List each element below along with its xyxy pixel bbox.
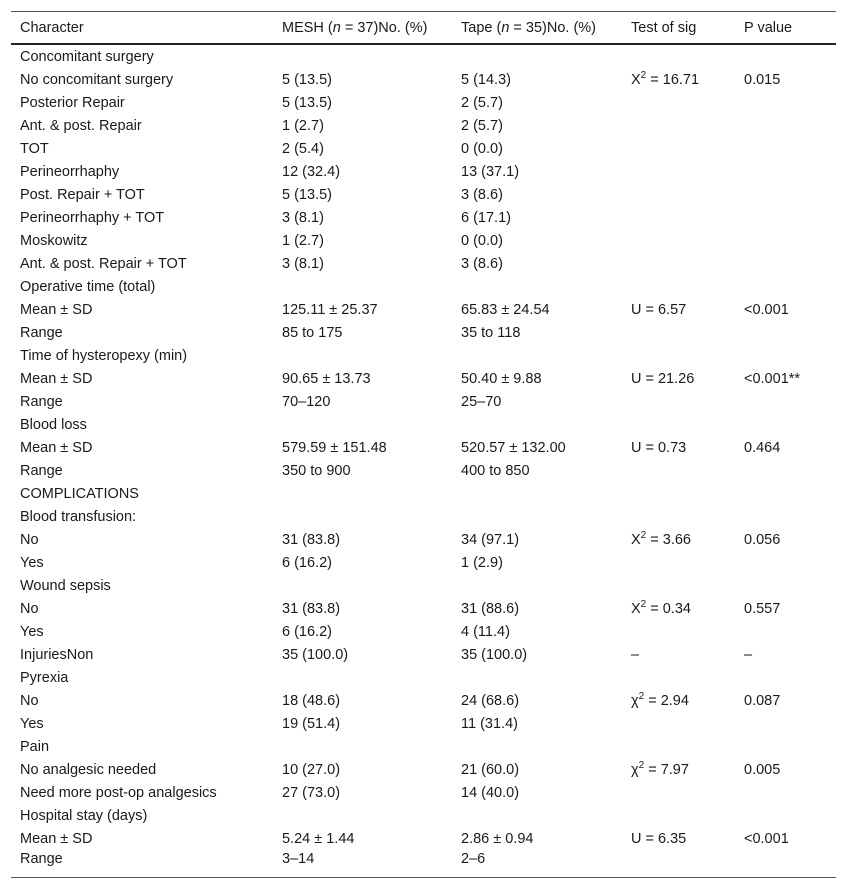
test-value: = 3.66	[646, 531, 691, 548]
cell-tape	[452, 666, 622, 689]
table-row	[11, 229, 836, 252]
cell-p-value: 0.005	[744, 761, 781, 778]
test-superscript: 2	[640, 529, 647, 541]
cell-tape: 2 (5.7)	[461, 117, 503, 134]
cell-test-of-sig	[622, 482, 735, 505]
cell-p-value	[735, 620, 836, 643]
cell-p-value	[735, 44, 836, 68]
cell-character: No	[20, 600, 39, 617]
test-superscript: 2	[640, 598, 647, 610]
cell-character: Operative time (total)	[20, 278, 156, 295]
table-row	[11, 160, 836, 183]
cell-test-of-sig	[622, 114, 735, 137]
cell-p-value	[735, 160, 836, 183]
table-row	[11, 44, 836, 68]
cell-character: Wound sepsis	[20, 577, 111, 594]
cell-test-of-sig	[622, 459, 735, 482]
cell-test-of-sig	[622, 574, 735, 597]
cell-mesh	[273, 413, 452, 436]
test-symbol: U = 21.26	[631, 370, 695, 387]
cell-mesh: 2 (5.4)	[282, 140, 324, 157]
cell-mesh: 1 (2.7)	[282, 232, 324, 249]
cell-tape	[452, 804, 622, 827]
cell-mesh: 6 (16.2)	[282, 623, 332, 640]
cell-p-value	[735, 252, 836, 275]
table-row	[11, 620, 836, 643]
cell-p-value: 0.056	[744, 531, 781, 548]
table-row	[11, 689, 836, 712]
cell-character: Mean ± SD	[20, 301, 93, 318]
table-row	[11, 252, 836, 275]
cell-character: Concomitant surgery	[20, 48, 154, 65]
test-symbol: X	[631, 71, 641, 88]
table-row	[11, 206, 836, 229]
cell-p-value	[735, 91, 836, 114]
cell-character: No	[20, 531, 39, 548]
test-superscript: 2	[638, 759, 645, 771]
cell-test-of-sig	[622, 827, 735, 850]
cell-tape: 31 (88.6)	[461, 600, 520, 617]
header-mesh	[273, 12, 452, 45]
cell-test-of-sig	[622, 643, 735, 666]
table-row	[11, 321, 836, 344]
table-row	[11, 505, 836, 528]
cell-mesh: 579.59 ± 151.48	[282, 439, 387, 456]
cell-tape: 2.86 ± 0.94	[461, 830, 534, 847]
cell-character: Moskowitz	[20, 232, 88, 249]
cell-character: Range	[20, 462, 63, 479]
cell-tape: 3 (8.6)	[461, 186, 503, 203]
cell-p-value: <0.001	[744, 301, 789, 318]
test-value: = 2.94	[644, 692, 689, 709]
table-row	[11, 735, 836, 758]
cell-tape: 6 (17.1)	[461, 209, 511, 226]
cell-p-value: 0.015	[744, 71, 781, 88]
cell-p-value	[735, 666, 836, 689]
cell-test-of-sig	[622, 781, 735, 804]
table-row	[11, 827, 836, 850]
cell-test-of-sig	[622, 298, 735, 321]
cell-mesh: 31 (83.8)	[282, 531, 341, 548]
test-symbol: χ	[631, 692, 639, 709]
cell-mesh: 125.11 ± 25.37	[282, 301, 378, 318]
cell-tape: 34 (97.1)	[461, 531, 520, 548]
test-superscript: 2	[640, 69, 647, 81]
cell-test-of-sig	[622, 758, 735, 781]
cell-p-value	[735, 344, 836, 367]
cell-test-of-sig	[622, 344, 735, 367]
cell-mesh	[273, 344, 452, 367]
cell-mesh: 19 (51.4)	[282, 715, 341, 732]
cell-character: Yes	[20, 554, 44, 571]
cell-mesh	[273, 275, 452, 298]
cell-character: Posterior Repair	[20, 94, 125, 111]
cell-p-value: 0.557	[744, 600, 781, 617]
cell-mesh: 6 (16.2)	[282, 554, 332, 571]
cell-mesh	[273, 666, 452, 689]
table-row	[11, 91, 836, 114]
table-row	[11, 413, 836, 436]
results-table-container	[11, 11, 836, 878]
cell-test-of-sig	[622, 229, 735, 252]
header-character: Character	[20, 19, 84, 36]
cell-tape: 35 to 118	[461, 324, 521, 341]
header-tape-prefix: Tape (	[461, 19, 502, 36]
table-row	[11, 574, 836, 597]
table-row	[11, 804, 836, 827]
cell-tape: 14 (40.0)	[461, 784, 520, 801]
cell-p-value	[735, 229, 836, 252]
cell-mesh	[273, 804, 452, 827]
cell-character: InjuriesNon	[20, 646, 94, 663]
cell-tape: 0 (0.0)	[461, 232, 503, 249]
cell-p-value: 0.087	[744, 692, 781, 709]
cell-p-value	[735, 206, 836, 229]
cell-character: Post. Repair + TOT	[20, 186, 145, 203]
cell-test-of-sig	[622, 804, 735, 827]
cell-p-value	[735, 482, 836, 505]
cell-p-value	[735, 459, 836, 482]
cell-character: Perineorrhaphy	[20, 163, 120, 180]
cell-mesh: 350 to 900	[282, 462, 351, 479]
header-test-of-sig: Test of sig	[631, 19, 697, 36]
cell-tape: 35 (100.0)	[461, 646, 528, 663]
cell-test-of-sig	[622, 413, 735, 436]
cell-character: TOT	[20, 140, 49, 157]
cell-p-value	[735, 850, 836, 878]
header-tape-suffix: = 35)No. (%)	[509, 19, 597, 36]
cell-p-value: <0.001**	[744, 370, 801, 387]
cell-p-value	[735, 804, 836, 827]
cell-character: Mean ± SD	[20, 370, 93, 387]
cell-tape: 4 (11.4)	[461, 623, 510, 640]
table-row	[11, 712, 836, 735]
test-symbol: U = 6.57	[631, 301, 687, 318]
cell-mesh: 5 (13.5)	[282, 71, 332, 88]
cell-test-of-sig	[622, 390, 735, 413]
cell-p-value: –	[744, 646, 753, 663]
table-row	[11, 344, 836, 367]
cell-mesh	[273, 505, 452, 528]
table-row	[11, 551, 836, 574]
cell-tape: 65.83 ± 24.54	[461, 301, 550, 318]
cell-test-of-sig	[622, 44, 735, 68]
cell-tape: 520.57 ± 132.00	[461, 439, 566, 456]
table-row	[11, 68, 836, 91]
cell-mesh: 3–14	[282, 851, 315, 867]
cell-p-value	[735, 275, 836, 298]
table-row	[11, 298, 836, 321]
cell-tape: 24 (68.6)	[461, 692, 520, 709]
cell-test-of-sig	[622, 666, 735, 689]
cell-tape	[452, 344, 622, 367]
cell-test-of-sig	[622, 206, 735, 229]
table-row	[11, 850, 836, 878]
cell-mesh	[273, 482, 452, 505]
cell-character: Blood loss	[20, 416, 87, 433]
cell-tape	[452, 574, 622, 597]
cell-p-value	[735, 574, 836, 597]
test-symbol: –	[631, 646, 640, 663]
cell-character: Yes	[20, 715, 44, 732]
cell-p-value: <0.001	[744, 830, 789, 847]
test-symbol: U = 0.73	[631, 439, 687, 456]
cell-p-value	[735, 137, 836, 160]
cell-p-value	[735, 390, 836, 413]
cell-character: Ant. & post. Repair + TOT	[20, 255, 187, 272]
test-symbol: X	[631, 600, 641, 617]
cell-character: Range	[20, 851, 63, 867]
table-row	[11, 528, 836, 551]
test-superscript: 2	[638, 690, 645, 702]
cell-mesh: 12 (32.4)	[282, 163, 341, 180]
table-row	[11, 666, 836, 689]
cell-tape	[452, 505, 622, 528]
test-value: = 0.34	[646, 600, 691, 617]
header-mesh-n: n	[332, 19, 341, 36]
table-row	[11, 275, 836, 298]
test-symbol: U = 6.35	[631, 830, 687, 847]
cell-test-of-sig	[622, 91, 735, 114]
cell-p-value	[735, 551, 836, 574]
cell-test-of-sig	[622, 160, 735, 183]
cell-mesh: 1 (2.7)	[282, 117, 324, 134]
table-row	[11, 482, 836, 505]
cell-p-value	[735, 114, 836, 137]
cell-character: Mean ± SD	[20, 439, 93, 456]
cell-tape	[452, 275, 622, 298]
table-row	[11, 758, 836, 781]
cell-test-of-sig	[622, 68, 735, 91]
table-row	[11, 597, 836, 620]
cell-tape: 2 (5.7)	[461, 94, 503, 111]
cell-test-of-sig	[622, 850, 735, 878]
cell-test-of-sig	[622, 735, 735, 758]
cell-p-value: 0.464	[744, 439, 781, 456]
cell-mesh: 5.24 ± 1.44	[282, 830, 355, 847]
cell-p-value	[735, 183, 836, 206]
cell-mesh: 85 to 175	[282, 324, 343, 341]
cell-character: Mean ± SD	[20, 830, 93, 847]
cell-mesh	[273, 574, 452, 597]
cell-tape	[452, 44, 622, 68]
table-row	[11, 367, 836, 390]
cell-mesh: 35 (100.0)	[282, 646, 349, 663]
table-body	[11, 44, 836, 878]
table-row	[11, 643, 836, 666]
cell-test-of-sig	[622, 367, 735, 390]
cell-character: Range	[20, 393, 63, 410]
table-row	[11, 781, 836, 804]
cell-character: No	[20, 692, 39, 709]
cell-p-value	[735, 735, 836, 758]
cell-test-of-sig	[622, 436, 735, 459]
cell-tape: 0 (0.0)	[461, 140, 503, 157]
cell-test-of-sig	[622, 712, 735, 735]
cell-character: Hospital stay (days)	[20, 807, 148, 824]
cell-p-value	[735, 505, 836, 528]
header-mesh-suffix: = 37)No. (%)	[340, 19, 428, 36]
table-row	[11, 459, 836, 482]
table-row	[11, 390, 836, 413]
cell-p-value	[735, 712, 836, 735]
table-row	[11, 183, 836, 206]
test-value: = 7.97	[644, 761, 689, 778]
cell-test-of-sig	[622, 620, 735, 643]
cell-character: Yes	[20, 623, 44, 640]
cell-character: Pyrexia	[20, 669, 69, 686]
cell-tape: 1 (2.9)	[461, 554, 503, 571]
cell-mesh: 31 (83.8)	[282, 600, 341, 617]
cell-character: No analgesic needed	[20, 761, 157, 778]
cell-tape	[452, 482, 622, 505]
cell-tape: 13 (37.1)	[461, 163, 520, 180]
cell-p-value	[735, 413, 836, 436]
cell-test-of-sig	[622, 137, 735, 160]
header-tape-n: n	[501, 19, 510, 36]
header-p-value: P value	[744, 19, 793, 36]
cell-tape	[452, 735, 622, 758]
cell-test-of-sig	[622, 689, 735, 712]
header-row	[11, 12, 836, 45]
cell-character: Pain	[20, 738, 50, 755]
cell-tape: 400 to 850	[461, 462, 530, 479]
cell-test-of-sig	[622, 528, 735, 551]
cell-tape	[452, 413, 622, 436]
table-row	[11, 114, 836, 137]
table-row	[11, 436, 836, 459]
cell-tape: 5 (14.3)	[461, 71, 511, 88]
cell-character: COMPLICATIONS	[20, 485, 139, 502]
cell-test-of-sig	[622, 551, 735, 574]
cell-character: No concomitant surgery	[20, 71, 174, 88]
cell-tape: 3 (8.6)	[461, 255, 503, 272]
cell-mesh: 18 (48.6)	[282, 692, 341, 709]
cell-tape: 2–6	[461, 851, 486, 867]
cell-mesh: 5 (13.5)	[282, 186, 332, 203]
cell-mesh: 90.65 ± 13.73	[282, 370, 371, 387]
cell-test-of-sig	[622, 252, 735, 275]
cell-character: Need more post-op analgesics	[20, 784, 217, 801]
cell-test-of-sig	[622, 505, 735, 528]
cell-mesh	[273, 735, 452, 758]
cell-test-of-sig	[622, 321, 735, 344]
cell-mesh: 3 (8.1)	[282, 209, 324, 226]
cell-tape: 21 (60.0)	[461, 761, 520, 778]
cell-tape: 11 (31.4)	[461, 715, 518, 732]
results-table	[11, 11, 836, 878]
cell-test-of-sig	[622, 183, 735, 206]
cell-tape: 25–70	[461, 393, 502, 410]
cell-p-value	[735, 781, 836, 804]
table-header	[11, 12, 836, 45]
cell-character: Time of hysteropexy (min)	[20, 347, 188, 364]
cell-character: Blood transfusion:	[20, 508, 137, 525]
cell-mesh: 3 (8.1)	[282, 255, 324, 272]
cell-character: Perineorrhaphy + TOT	[20, 209, 165, 226]
test-value: = 16.71	[646, 71, 700, 88]
cell-test-of-sig	[622, 275, 735, 298]
header-mesh-prefix: MESH (	[282, 19, 333, 36]
cell-mesh: 27 (73.0)	[282, 784, 341, 801]
cell-test-of-sig	[622, 597, 735, 620]
test-symbol: X	[631, 531, 641, 548]
cell-mesh	[273, 44, 452, 68]
cell-p-value	[735, 321, 836, 344]
cell-tape: 50.40 ± 9.88	[461, 370, 542, 387]
cell-character: Ant. & post. Repair	[20, 117, 142, 134]
test-symbol: χ	[631, 761, 639, 778]
header-tape	[452, 12, 622, 45]
cell-mesh: 5 (13.5)	[282, 94, 332, 111]
cell-character: Range	[20, 324, 63, 341]
table-row	[11, 137, 836, 160]
cell-mesh: 70–120	[282, 393, 331, 410]
cell-mesh: 10 (27.0)	[282, 761, 341, 778]
